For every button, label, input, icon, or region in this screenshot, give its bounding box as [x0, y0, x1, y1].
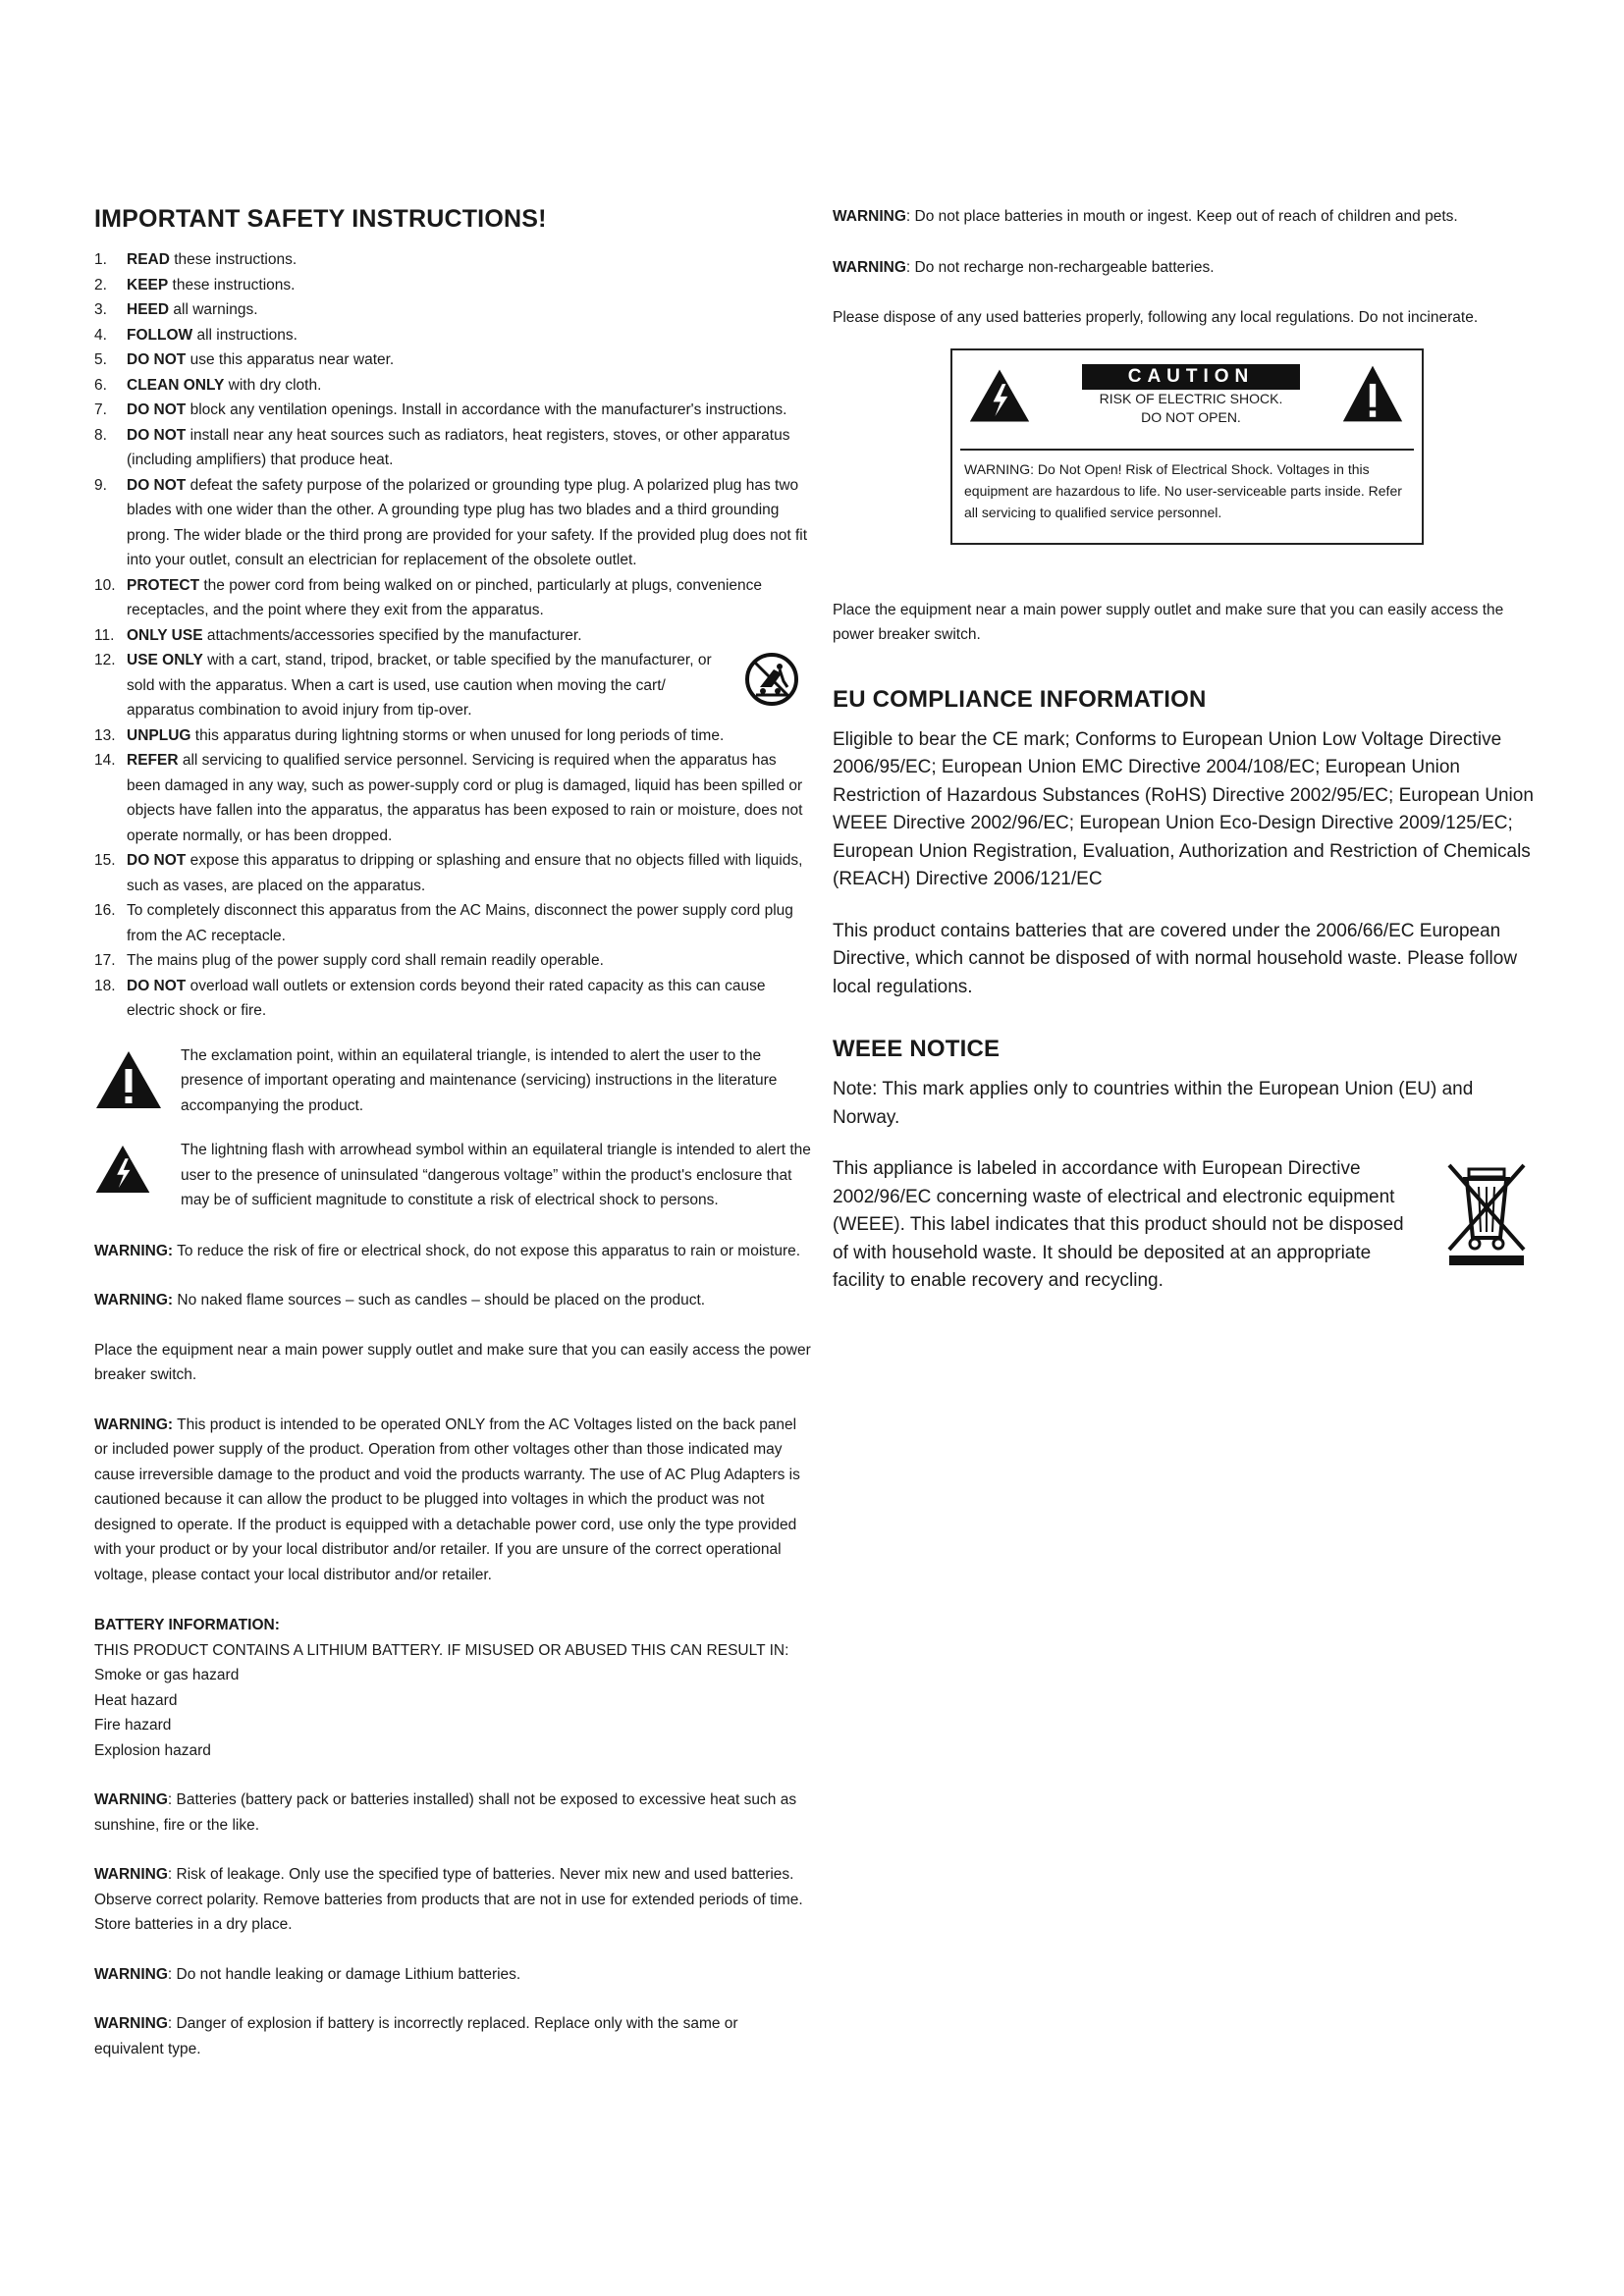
battery-line: Explosion hazard	[94, 1741, 211, 1759]
list-item: 11. ONLY USE attachments/accessories specified by the manufacturer.	[94, 626, 582, 644]
weee-block	[833, 1155, 1540, 1296]
exclamation-symbol-text: The exclamation point, within an equilateral triangle, is intended to alert the user to the presence of important operating and maintenance (servicing) instructions in the literature accompanying the product.	[181, 1046, 778, 1114]
list-item: 1. READ these instructions.	[94, 251, 298, 268]
list-item: 17. The mains plug of the power supply cord shall remain readily operable.	[94, 952, 604, 969]
list-item: 4. FOLLOW all instructions.	[94, 326, 298, 344]
place-equipment-text: Place the equipment near a main power supply outlet and make sure that you can easily access the power breaker switch.	[833, 601, 1504, 643]
caution-banner: CAUTION	[1082, 364, 1300, 390]
exclamation-triangle-icon	[1341, 360, 1404, 427]
list-item: 5. DO NOT use this apparatus near water.	[94, 351, 395, 368]
list-item: 6. CLEAN ONLY with dry cloth.	[94, 376, 322, 394]
warning-ingest: WARNING: Do not place batteries in mouth or ingest. Keep out of reach of children and pets.	[833, 208, 1458, 225]
list-item: 12. USE ONLY with a cart, stand, tripod, bracket, or table specified by the manufacturer, or sold with the apparatus. When a cart is used, use caution when moving the cart/ apparatus combination to avoid injury from tip-over.	[94, 648, 811, 723]
warning-lithium: WARNING: Do not handle leaking or damage Lithium batteries.	[94, 1965, 521, 1983]
warning-heat: WARNING: Batteries (battery pack or batteries installed) shall not be exposed to excessive heat such as sunshine, fire or the like.	[94, 1791, 797, 1834]
list-item: 10. PROTECT the power cord from being walked on or pinched, particularly at plugs, convenience receptacles, and the point where they exit from the apparatus.	[94, 576, 763, 618]
caution-warning-text: WARNING: Do Not Open! Risk of Electrical Shock. Voltages in this equipment are hazardous to life. No user-serviceable parts inside. Refer all servicing to qualified service personnel.	[964, 460, 1402, 520]
exclamation-triangle-icon	[94, 1049, 163, 1110]
eu-compliance-text: Eligible to bear the CE mark; Conforms to European Union Low Voltage Directive 2006/95/EC; European Union EMC Directive 2004/108/EC; European Union Restriction of Hazardous Substances (RoHS) Directive 2002/95/EC; European Union WEEE Directive 2002/96/EC; European Union Eco-Design Directive 2009/125/EC; European Union Registration, Evaluation, Authorization and Restriction of Chemicals (REACH) Directive 2006/121/EC	[833, 728, 1534, 889]
list-item: 9. DO NOT defeat the safety purpose of the polarized or grounding type plug. A polarized plug has two blades with one wider than the other. A grounding type plug has two blades and a third grounding prong. The wider blade or the third prong are provided for your safety. If the provided plug does not fit into your outlet, consult an electrician for replacement of the obsolete outlet.	[94, 476, 808, 568]
lightning-symbol-row	[94, 1138, 811, 1213]
instructions-list	[94, 247, 811, 1024]
warning-explosion: WARNING: Danger of explosion if battery is incorrectly replaced. Replace only with the same or equivalent type.	[94, 2015, 738, 2057]
list-item: 13. UNPLUG this apparatus during lightning storms or when unused for long periods of time.	[94, 726, 725, 744]
batteries-directive-text: This product contains batteries that are covered under the 2006/66/EC European Directive, which cannot be disposed of with normal household waste. Please follow local regulations.	[833, 920, 1518, 997]
cart-warning-icon	[744, 652, 799, 707]
list-item: 16. To completely disconnect this apparatus from the AC Mains, disconnect the power supply cord plug from the AC receptacle.	[94, 902, 793, 944]
list-item: 8. DO NOT install near any heat sources such as radiators, heat registers, stoves, or other apparatus (including amplifiers) that produce heat.	[94, 426, 790, 468]
battery-line: Heat hazard	[94, 1691, 178, 1709]
exclamation-symbol-row	[94, 1043, 811, 1119]
weee-note: Note: This mark applies only to countries within the European Union (EU) and Norway.	[833, 1079, 1474, 1128]
list-item: 2. KEEP these instructions.	[94, 276, 296, 294]
warning-flame: WARNING: No naked flame sources – such as candles – should be placed on the product.	[94, 1292, 706, 1308]
battery-heading: BATTERY INFORMATION:	[94, 1617, 280, 1633]
list-item: 3. HEED all warnings.	[94, 301, 258, 318]
caution-label	[950, 348, 1424, 545]
lightning-symbol-text: The lightning flash with arrowhead symbol within an equilateral triangle is intended to alert the user to the presence of uninsulated “dangerous voltage” within the product's enclosure that may be of sufficient magnitude to constitute a risk of electrical shock to persons.	[181, 1142, 811, 1208]
safety-title: IMPORTANT SAFETY INSTRUCTIONS!	[94, 205, 547, 233]
warning-rain: WARNING: To reduce the risk of fire or electrical shock, do not expose this apparatus to rain or moisture.	[94, 1242, 801, 1259]
battery-line: THIS PRODUCT CONTAINS A LITHIUM BATTERY. IF MISUSED OR ABUSED THIS CAN RESULT IN:	[94, 1641, 789, 1659]
list-item: 7. DO NOT block any ventilation openings. Install in accordance with the manufacturer's instructions.	[94, 401, 787, 418]
weee-text: This appliance is labeled in accordance with European Directive 2002/96/EC concerning waste of electrical and electronic equipment (WEEE). This label indicates that this product should not be disposed of with household waste. It should be deposited at an appropriate facility to enable recovery and recycling.	[833, 1158, 1404, 1291]
divider	[960, 449, 1414, 451]
left-column	[94, 204, 811, 2061]
battery-line: Smoke or gas hazard	[94, 1667, 240, 1683]
right-column	[833, 204, 1540, 1296]
list-item: 14. REFER all servicing to qualified service personnel. Servicing is required when the apparatus has been damaged in any way, such as power-supply cord or plug is damaged, liquid has been spilled or objects have fallen into the apparatus, the apparatus has been exposed to rain or moisture, does not operate normally, or has been dropped.	[94, 752, 803, 844]
dispose-text: Please dispose of any used batteries properly, following any local regulations. Do not incinerate.	[833, 309, 1479, 326]
weee-heading: WEEE NOTICE	[833, 1036, 1001, 1062]
place-equipment-text: Place the equipment near a main power supply outlet and make sure that you can easily access the power breaker switch.	[94, 1341, 811, 1383]
battery-line: Fire hazard	[94, 1717, 172, 1734]
eu-compliance-heading: EU COMPLIANCE INFORMATION	[833, 685, 1207, 713]
list-item: 18. DO NOT overload wall outlets or extension cords beyond their rated capacity as this can cause electric shock or fire.	[94, 977, 766, 1019]
weee-bin-icon	[1441, 1157, 1532, 1267]
warning-recharge: WARNING: Do not recharge non-rechargeable batteries.	[833, 258, 1215, 276]
caution-subtitle: RISK OF ELECTRIC SHOCK. DO NOT OPEN.	[1099, 390, 1283, 425]
warning-leak: WARNING: Risk of leakage. Only use the specified type of batteries. Never mix new and used batteries. Observe correct polarity. Remove batteries from products that are not in use for extended periods of time. Store batteries in a dry place.	[94, 1866, 803, 1933]
warning-voltage: WARNING: This product is intended to be operated ONLY from the AC Voltages listed on the back panel or included power supply of the product. Operation from other voltages other than those indicated may cause irreversible damage to the product and void the products warranty. The use of AC Plug Adapters is cautioned because it can allow the product to be plugged into voltages in which the product was not designed to operate. If the product is equipped with a detachable power cord, use only the type provided with your product or by your local distributor and/or retailer. If you are unsure of the correct operational voltage, please contact your local distributor and/or retailer.	[94, 1415, 800, 1583]
lightning-triangle-icon	[94, 1144, 151, 1195]
lightning-triangle-icon	[968, 364, 1031, 427]
list-item: 15. DO NOT expose this apparatus to dripping or splashing and ensure that no objects filled with liquids, such as vases, are placed on the apparatus.	[94, 852, 803, 894]
